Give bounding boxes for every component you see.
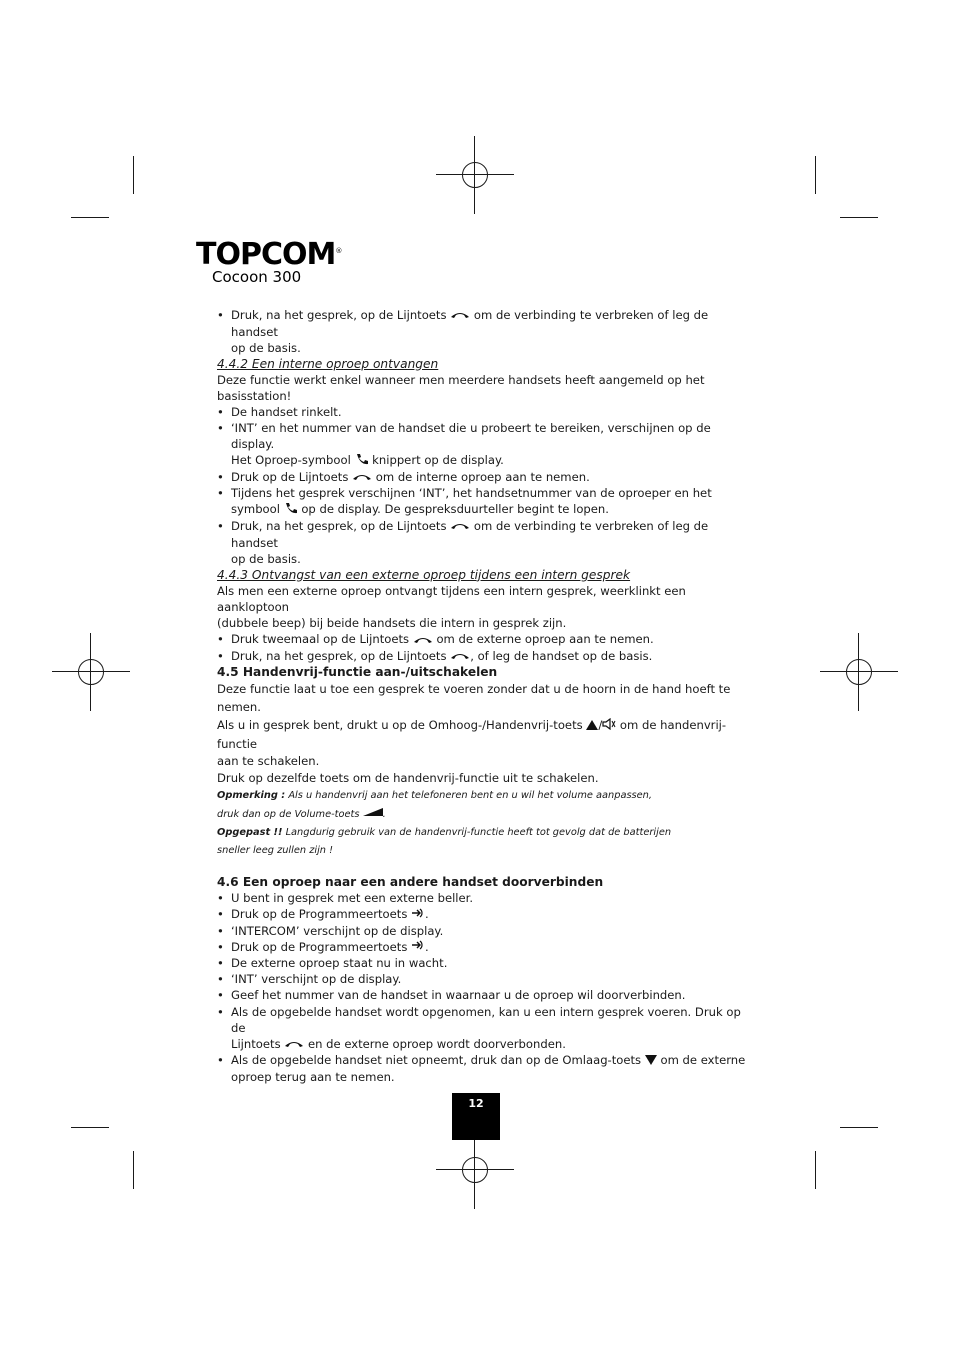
paragraph: Als men een externe oproep ontvangt tijdens een intern gesprek, weerklinkt een aankloptoon (dubbele beep) bij beide handsets die intern in gesprek zijn. — [217, 583, 686, 631]
paragraph: Als u in gesprek bent, drukt u op de Omhoog-/Handenvrij-toets / om de handenvrij-functie — [217, 718, 727, 751]
brand-logo: TOPCOM® — [196, 237, 342, 272]
list-item: • Druk op de Programmeertoets . — [217, 939, 757, 956]
crop-mark — [840, 1127, 878, 1128]
list-item: • Druk, na het gesprek, op de Lijntoets om de verbinding te verbreken of leg de handset op de basis. — [217, 518, 757, 567]
model-name: Cocoon 300 — [212, 268, 302, 286]
handset-icon — [284, 1036, 304, 1052]
registration-mark-bottom — [436, 1131, 514, 1209]
program-key-icon — [411, 939, 425, 955]
volume-icon — [363, 805, 383, 823]
crop-mark — [840, 217, 878, 218]
paragraph: Druk op dezelfde toets om de handenvrij-functie uit te schakelen. — [217, 770, 599, 785]
crop-mark — [71, 1127, 109, 1128]
list-item: • Druk, na het gesprek, op de Lijntoets , of leg de handset op de basis. — [217, 648, 757, 665]
handset-icon — [413, 632, 433, 648]
crop-mark — [133, 1151, 134, 1189]
paragraph: Deze functie laat u toe een gesprek te voeren zonder dat u de hoorn in de hand hoeft te nemen. — [217, 682, 731, 715]
up-arrow-icon — [586, 717, 598, 735]
handset-hangup-icon — [450, 307, 470, 323]
phone-call-icon — [355, 453, 369, 469]
phone-call-icon — [284, 502, 298, 518]
list-item: • ‘INT’ en het nummer van de handset die u probeert te bereiken, verschijnen op de display. Het Oproep-symbool knippert op de display. — [217, 420, 757, 469]
handset-icon — [352, 469, 372, 485]
list-item: • U bent in gesprek met een externe beller. — [217, 890, 757, 906]
list-item: • Geef het nummer van de handset in waarnaar u de oproep wil doorverbinden. — [217, 987, 757, 1003]
crop-mark — [815, 156, 816, 194]
paragraph: Deze functie werkt enkel wanneer men meerdere handsets heeft aangemeld op het basisstation! — [217, 372, 705, 403]
section-heading: 4.4.3 Ontvangst van een externe oproep tijdens een intern gesprek — [217, 567, 631, 582]
list-item: • Druk, na het gesprek, op de Lijntoets om de verbinding te verbreken of leg de handset op de basis. — [217, 307, 757, 356]
registration-mark-left — [52, 633, 130, 711]
crop-mark — [71, 217, 109, 218]
list-item: • ‘INT’ verschijnt op de display. — [217, 971, 757, 987]
list-item: • Als de opgebelde handset wordt opgenomen, kan u een intern gesprek voeren. Druk op de Lijntoets en de externe oproep wordt doorverbonden. — [217, 1004, 757, 1053]
program-key-icon — [411, 907, 425, 923]
list-item: • De handset rinkelt. — [217, 404, 757, 420]
paragraph: aan te schakelen. — [217, 753, 320, 768]
handset-hangup-icon — [450, 648, 470, 664]
note: Opmerking : Als u handenvrij aan het telefoneren bent en u wil het volume aanpassen, druk dan op de Volume-toets . — [217, 787, 757, 824]
registration-mark-right — [820, 633, 898, 711]
crop-mark — [815, 1151, 816, 1189]
registration-mark-top — [436, 136, 514, 214]
down-arrow-icon — [645, 1053, 657, 1069]
list-item: • Druk op de Programmeertoets . — [217, 906, 757, 923]
list-item: • ‘INTERCOM’ verschijnt op de display. — [217, 923, 757, 939]
warning: Opgepast !! Langdurig gebruik van de handenvrij-functie heeft tot gevolg dat de batterijen sneller leeg zullen zijn ! — [217, 826, 672, 856]
list-item: • Druk tweemaal op de Lijntoets om de externe oproep aan te nemen. — [217, 631, 757, 648]
list-item: • Tijdens het gesprek verschijnen ‘INT’, het handsetnummer van de oproeper en het symbool op de display. De gespreksduurteller begint te lopen. — [217, 485, 757, 518]
section-heading: 4.4.2 Een interne oproep ontvangen — [217, 356, 439, 371]
section-heading: 4.5 Handenvrij-functie aan-/uitschakelen — [217, 665, 498, 680]
list-item: • Druk op de Lijntoets om de interne oproep aan te nemen. — [217, 469, 757, 486]
list-item: • De externe oproep staat nu in wacht. — [217, 955, 757, 971]
list-item: • Als de opgebelde handset niet opneemt, druk dan op de Omlaag-toets om de externe oproep terug aan te nemen. — [217, 1052, 757, 1085]
page-content — [217, 307, 757, 1085]
crop-mark — [133, 156, 134, 194]
handset-hangup-icon — [450, 518, 470, 534]
speaker-icon — [602, 717, 616, 735]
page-number: 12 — [452, 1093, 500, 1140]
section-heading: 4.6 Een oproep naar een andere handset doorverbinden — [217, 874, 604, 889]
